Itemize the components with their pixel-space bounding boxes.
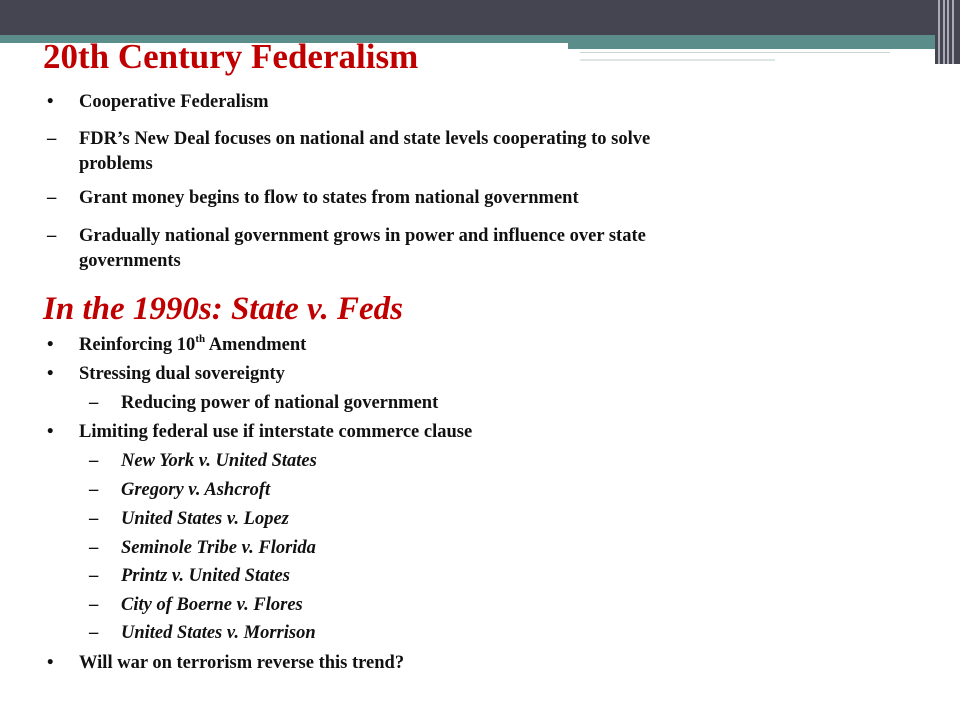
case-name: Printz v. United States <box>121 566 290 586</box>
dash-marker: – <box>47 129 57 149</box>
subpoint-text-continued: governments <box>79 251 181 271</box>
top-bar <box>0 0 960 36</box>
decorative-line-short <box>580 59 775 61</box>
subpoint-text: Gradually national government grows in power and influence over state <box>79 226 646 246</box>
bullet-text-start: Reinforcing 10 <box>79 335 196 355</box>
case-name: Gregory v. Ashcroft <box>121 480 271 500</box>
bullet-text: Will war on terrorism reverse this trend? <box>79 653 405 673</box>
subpoint-text: FDR’s New Deal focuses on national and state levels cooperating to solve <box>79 129 651 149</box>
bullet-text: Stressing dual sovereignty <box>79 364 285 384</box>
case-name: United States v. Lopez <box>121 509 289 529</box>
dash-marker: – <box>47 188 57 208</box>
dash-marker: – <box>89 595 99 615</box>
case-name: City of Boerne v. Flores <box>121 595 303 615</box>
section-heading-1990s: In the 1990s: State v. Feds <box>43 291 403 327</box>
dash-marker: – <box>89 451 99 471</box>
bullet-text <box>79 332 306 358</box>
subpoint-text: Grant money begins to flow to states from national government <box>79 188 579 208</box>
dash-marker: – <box>89 538 99 558</box>
subpoint-text-continued: problems <box>79 154 153 174</box>
dash-marker: – <box>47 226 57 246</box>
bullet-text: Limiting federal use if interstate commerce clause <box>79 422 473 442</box>
bullet-marker: • <box>47 92 54 112</box>
case-name: New York v. United States <box>121 451 317 471</box>
dash-marker: – <box>89 509 99 529</box>
superscript: th <box>195 333 206 345</box>
decorative-line <box>580 49 890 53</box>
vertical-stripes <box>935 0 960 64</box>
dash-marker: – <box>89 480 99 500</box>
bullet-marker: • <box>47 653 54 673</box>
bullet-text-end: Amendment <box>205 335 307 355</box>
dash-marker: – <box>89 393 99 413</box>
bullet-marker: • <box>47 422 54 442</box>
bullet-text: Cooperative Federalism <box>79 92 269 112</box>
case-name: Seminole Tribe v. Florida <box>121 538 316 558</box>
subpoint-text: Reducing power of national government <box>121 393 439 413</box>
case-name: United States v. Morrison <box>121 623 316 643</box>
bullet-marker: • <box>47 364 54 384</box>
dash-marker: – <box>89 623 99 643</box>
dash-marker: – <box>89 566 99 586</box>
bullet-marker: • <box>47 335 54 355</box>
slide-title: 20th Century Federalism <box>43 37 419 76</box>
